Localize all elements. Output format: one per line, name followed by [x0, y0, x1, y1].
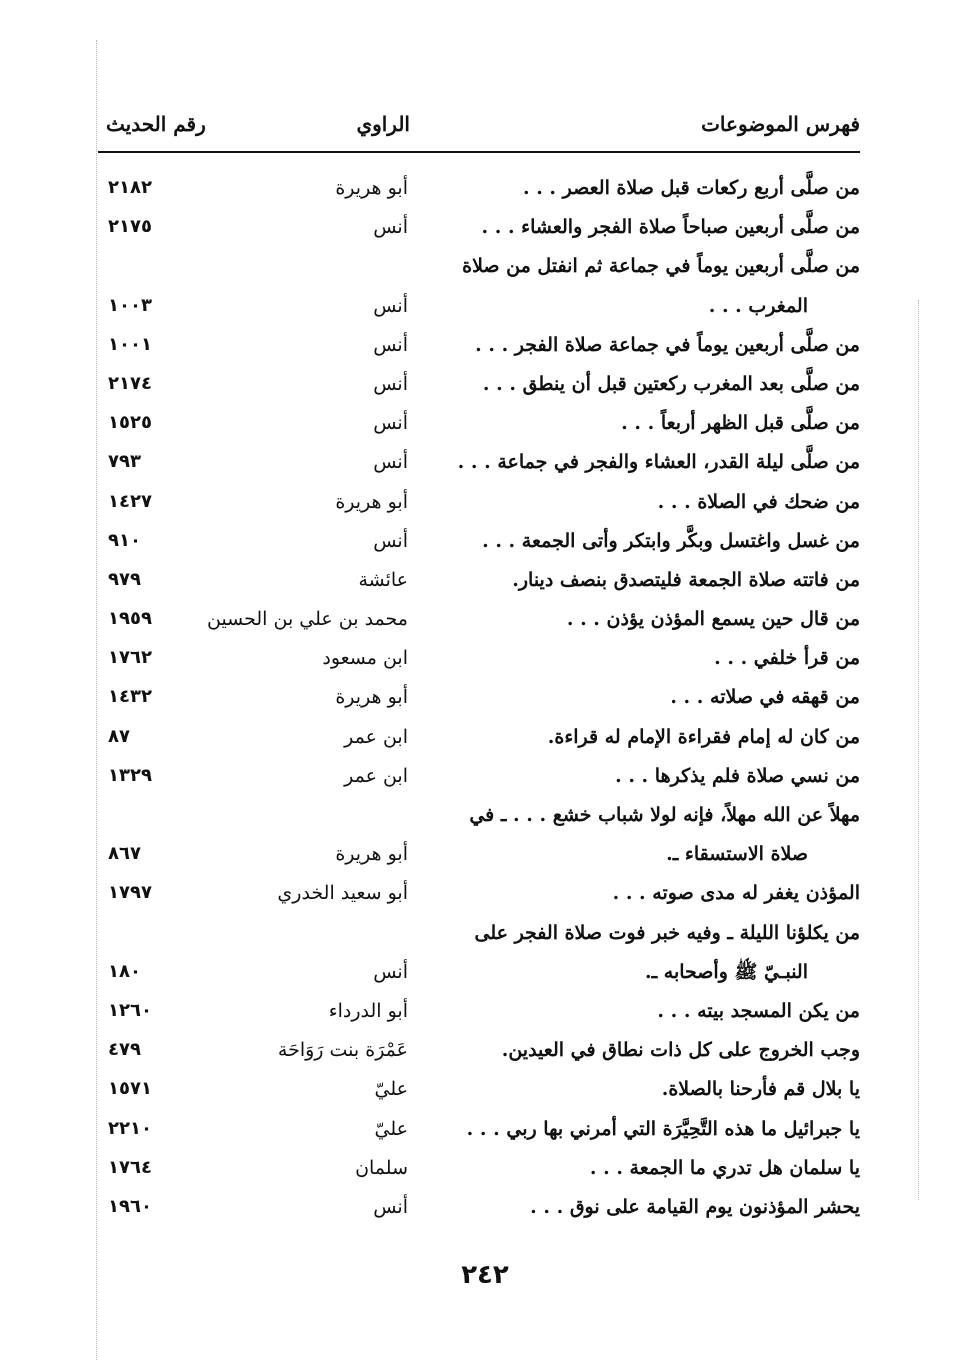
entry-hadith-number: ١٤٣٢: [108, 686, 152, 708]
entry-hadith-number: ٨٧: [108, 725, 130, 747]
table-row: [100, 991, 860, 1030]
table-row: [100, 1030, 860, 1069]
entry-hadith-number: ١٨٠: [108, 960, 141, 982]
entry-hadith-number: ٢١٨٢: [108, 177, 152, 198]
entry-narrator: عليّ: [374, 1117, 408, 1140]
entry-subject: من ضحك في الصلاة . . .: [657, 490, 860, 513]
table-row: [100, 403, 860, 442]
entry-narrator: أبو هريرة: [335, 686, 408, 709]
entry-narrator: أنس: [373, 412, 408, 435]
entry-hadith-number: ١٩٦٠: [108, 1195, 152, 1217]
entry-narrator: أنس: [373, 960, 408, 983]
table-row: [100, 834, 860, 873]
narrator-column-title: الراوي: [356, 112, 410, 136]
scan-edge-mark: [96, 40, 97, 1360]
entry-narrator: أبو هريرة: [335, 490, 408, 513]
entry-narrator: أبو هريرة: [335, 843, 408, 866]
entry-narrator: أنس: [373, 529, 408, 552]
entry-narrator: عليّ: [374, 1078, 408, 1101]
entry-narrator: ابن عمر: [344, 725, 408, 748]
entry-hadith-number: ٩٧٩: [108, 568, 141, 590]
entry-narrator: محمد بن علي بن الحسين: [206, 608, 408, 631]
entry-hadith-number: ٢١٧٥: [108, 216, 152, 238]
header-rule: [98, 151, 860, 153]
entry-subject: من يكن المسجد بيته . . .: [657, 999, 860, 1022]
entry-subject: من يكلؤنا الليلة ـ وفيه خبر فوت صلاة الفجر على: [474, 921, 860, 944]
entry-narrator: أنس: [373, 1195, 408, 1218]
entry-hadith-number: ٤٧٩: [108, 1039, 141, 1061]
table-row: [100, 873, 860, 912]
entry-subject: من صلَّى أربعين يوماً في جماعة ثم انفتل من صلاة: [462, 255, 860, 278]
entry-narrator: أنس: [373, 216, 408, 239]
table-row: [100, 756, 860, 795]
entry-subject: من قال حين يسمع المؤذن يؤذن . . .: [566, 608, 860, 631]
table-header: [100, 112, 860, 148]
entry-narrator: عَمْرَة بنت رَوَاحَة: [277, 1039, 408, 1062]
entry-subject: من قرأ خلفي . . .: [714, 647, 860, 670]
table-row: [100, 246, 860, 285]
entry-subject: من صلَّى ليلة القدر، العشاء والفجر في جماعة . . .: [457, 451, 860, 474]
entry-subject: يا سلمان هل تدري ما الجمعة . . .: [589, 1156, 860, 1179]
entry-subject: المؤذن يغفر له مدى صوته . . .: [612, 882, 860, 905]
index-table: [100, 168, 860, 1226]
entry-hadith-number: ٩١٠: [108, 529, 141, 551]
entry-narrator: أبو سعيد الخدري: [277, 882, 408, 905]
table-row: [100, 521, 860, 560]
table-row: [100, 325, 860, 364]
entry-hadith-number: ١٥٢٥: [108, 412, 152, 434]
entry-hadith-number: ١٠٠١: [108, 333, 152, 355]
entry-narrator: أنس: [373, 372, 408, 395]
entry-narrator: أنس: [373, 333, 408, 356]
entry-narrator: سلمان: [355, 1156, 408, 1179]
table-row: [100, 442, 860, 481]
entry-hadith-number: ١٤٢٧: [108, 490, 152, 512]
entry-hadith-number: ١٧٩٧: [108, 882, 152, 904]
entry-subject: النبـيّ ﷺ وأصحابه ـ.: [644, 960, 808, 983]
subjects-column-title: فهرس الموضوعات: [701, 112, 860, 136]
entry-subject: صلاة الاستسقاء ـ.: [666, 843, 808, 866]
entry-hadith-number: ٢١٧٤: [108, 372, 152, 394]
table-row: [100, 677, 860, 716]
entry-hadith-number: ١٢٦٠: [108, 999, 152, 1021]
entry-narrator: أبو هريرة: [335, 177, 408, 199]
entry-subject: من صلَّى أربعين يوماً في جماعة صلاة الفجر . . .: [475, 333, 860, 356]
table-row: [100, 1069, 860, 1108]
table-row: [100, 482, 860, 521]
entry-narrator: أنس: [373, 294, 408, 317]
entry-hadith-number: ٢٢١٠: [108, 1117, 152, 1139]
table-row: [100, 1187, 860, 1226]
entry-hadith-number: ١٧٦٤: [108, 1156, 152, 1178]
table-row: [100, 207, 860, 246]
table-row: [100, 913, 860, 952]
entry-hadith-number: ٧٩٣: [108, 451, 141, 473]
entry-subject: المغرب . . .: [708, 294, 808, 317]
entry-subject: من فاتته صلاة الجمعة فليتصدق بنصف دينار.: [512, 568, 860, 591]
entry-narrator: أبو الدرداء: [328, 999, 408, 1022]
entry-subject: مهلاً عن الله مهلاً، فإنه لولا شباب خشع . . . ـ في: [469, 804, 860, 826]
entry-subject: من صلَّى أربع ركعات قبل صلاة العصر . . .: [522, 177, 860, 199]
entry-hadith-number: ١٥٧١: [108, 1078, 152, 1100]
entry-subject: من صلَّى بعد المغرب ركعتين قبل أن ينطق . . .: [482, 372, 860, 395]
table-row: [100, 1148, 860, 1187]
hadith-number-column-title: رقم الحديث: [106, 112, 206, 136]
entry-hadith-number: ١٧٦٢: [108, 647, 152, 669]
page-number: ٢٤٢: [461, 1260, 509, 1290]
entry-hadith-number: ١٠٠٣: [108, 294, 152, 316]
entry-hadith-number: ٨٦٧: [108, 843, 141, 865]
table-row: [100, 599, 860, 638]
entry-narrator: ابن مسعود: [322, 647, 408, 670]
entry-subject: يا جبرائيل ما هذه التَّحِيَّرَة التي أمرني بها ربي . . .: [466, 1117, 860, 1140]
scan-edge-mark: [918, 300, 919, 1200]
entry-subject: يحشر المؤذنون يوم القيامة على نوق . . .: [530, 1195, 860, 1218]
table-row: [100, 1109, 860, 1148]
table-row: [100, 286, 860, 325]
table-row: [100, 638, 860, 677]
table-row: [100, 717, 860, 756]
table-row: [100, 168, 860, 207]
entry-narrator: ابن عمر: [344, 764, 408, 787]
table-row: [100, 952, 860, 991]
entry-subject: من غسل واغتسل وبكَّر وابتكر وأتى الجمعة . . .: [482, 529, 860, 552]
table-row: [100, 560, 860, 599]
entry-narrator: أنس: [373, 451, 408, 474]
entry-subject: من صلَّى أربعين صباحاً صلاة الفجر والعشاء . . .: [481, 216, 860, 239]
entry-hadith-number: ١٣٢٩: [108, 764, 152, 786]
entry-hadith-number: ١٩٥٩: [108, 608, 152, 630]
entry-subject: وجب الخروج على كل ذات نطاق في العيدين.: [501, 1039, 860, 1062]
table-row: [100, 795, 860, 834]
entry-subject: من كان له إمام فقراءة الإمام له قراءة.: [547, 725, 860, 748]
table-row: [100, 364, 860, 403]
entry-subject: يا بلال قم فأرحنا بالصلاة.: [661, 1078, 860, 1101]
entry-subject: من صلَّى قبل الظهر أربعاً . . .: [621, 412, 860, 435]
entry-narrator: عائشة: [358, 568, 408, 591]
entry-subject: من نسي صلاة فلم يذكرها . . .: [615, 764, 860, 787]
entry-subject: من قهقه في صلاته . . .: [670, 686, 860, 709]
